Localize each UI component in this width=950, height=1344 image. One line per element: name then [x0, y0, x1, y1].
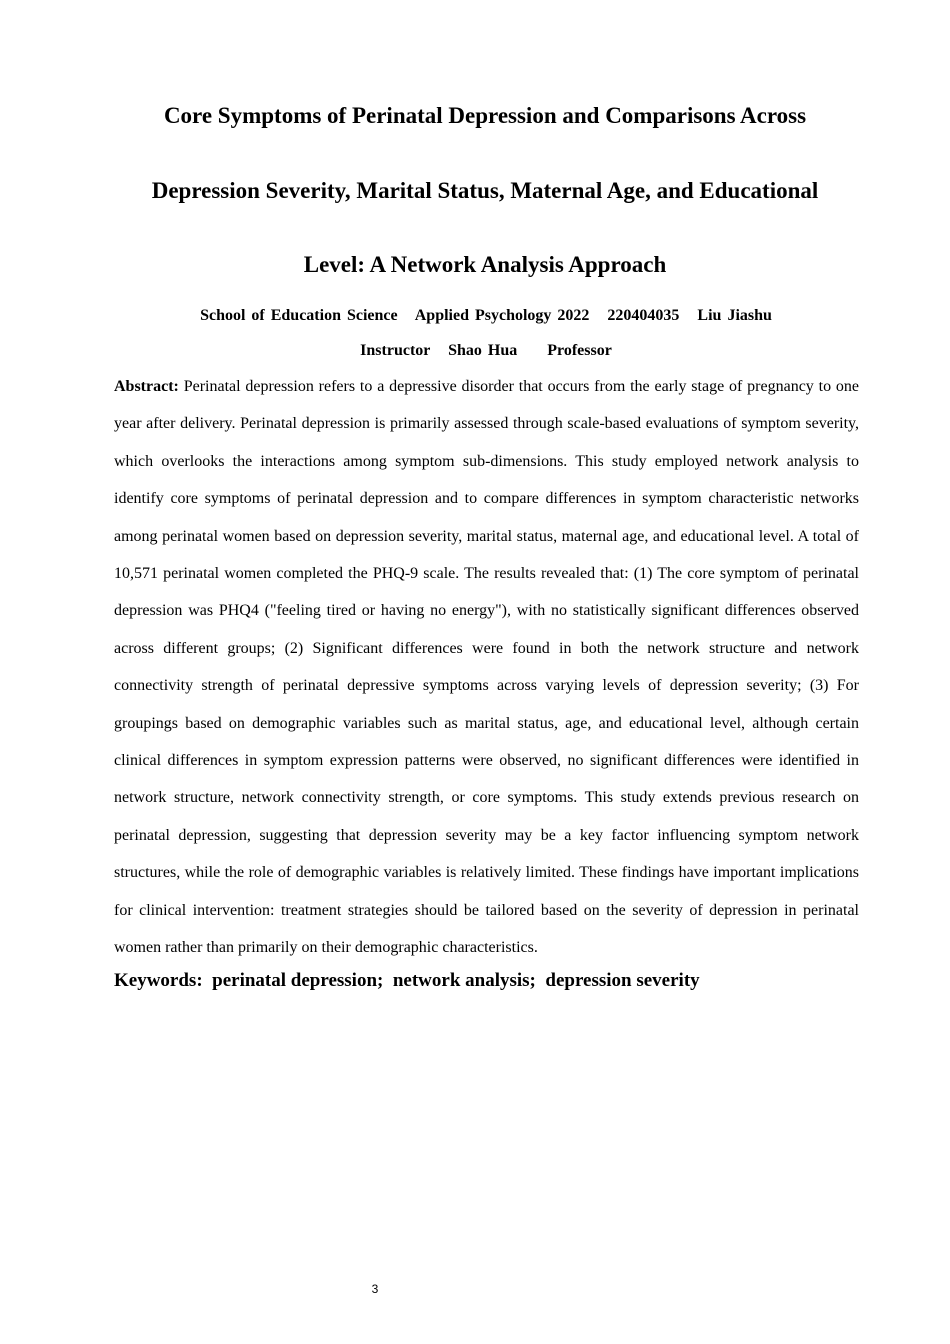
instructor-line: Instructor Shao Hua Professor — [360, 342, 612, 359]
title-line-3: Level: A Network Analysis Approach — [303, 252, 667, 277]
title-line-2: Depression Severity, Marital Status, Maternal Age, and Educational — [151, 178, 819, 203]
keywords: Keywords: perinatal depression; network analysis; depression severity — [114, 970, 700, 991]
abstract-label: Abstract: — [114, 378, 179, 395]
page-number: 3 — [371, 1282, 379, 1296]
title-line-1: Core Symptoms of Perinatal Depression and Comparisons Across — [163, 103, 807, 128]
author-affiliation: School of Education Science Applied Psychology 2022 220404035 Liu Jiashu — [200, 307, 772, 324]
abstract — [114, 368, 859, 967]
abstract-text: Perinatal depression refers to a depressive disorder that occurs from the early stage of pregnancy to one year after delivery. Perinatal depression is primarily assessed through scale-based evaluations of symptom severity, which overlooks the interactions among symptom sub-dimensions. This study employed network analysis to identify core symptoms of perinatal depression and to compare differences in symptom characteristic networks among perinatal women based on depression severity, marital status, maternal age, and educational level. A total of 10,571 perinatal women completed the PHQ-9 scale. The results revealed that: (1) The core symptom of perinatal depression was PHQ4 ("feeling tired or having no energy"), with no statistically significant differences observed across different groups; (2) Significant differences were found in both the network structure and network connectivity strength of perinatal depressive symptoms across varying levels of depression severity; (3) For groupings based on demographic variables such as marital status, age, and educational level, although certain clinical differences in symptom expression patterns were observed, no significant differences were identified in network structure, network connectivity strength, or core symptoms. This study extends previous research on perinatal depression, suggesting that depression severity may be a key factor influencing symptom network structures, while the role of demographic variables is relatively limited. These findings have important implications for clinical intervention: treatment strategies should be tailored based on the severity of depression in perinatal women rather than primarily on their demographic characteristics. — [114, 378, 860, 957]
